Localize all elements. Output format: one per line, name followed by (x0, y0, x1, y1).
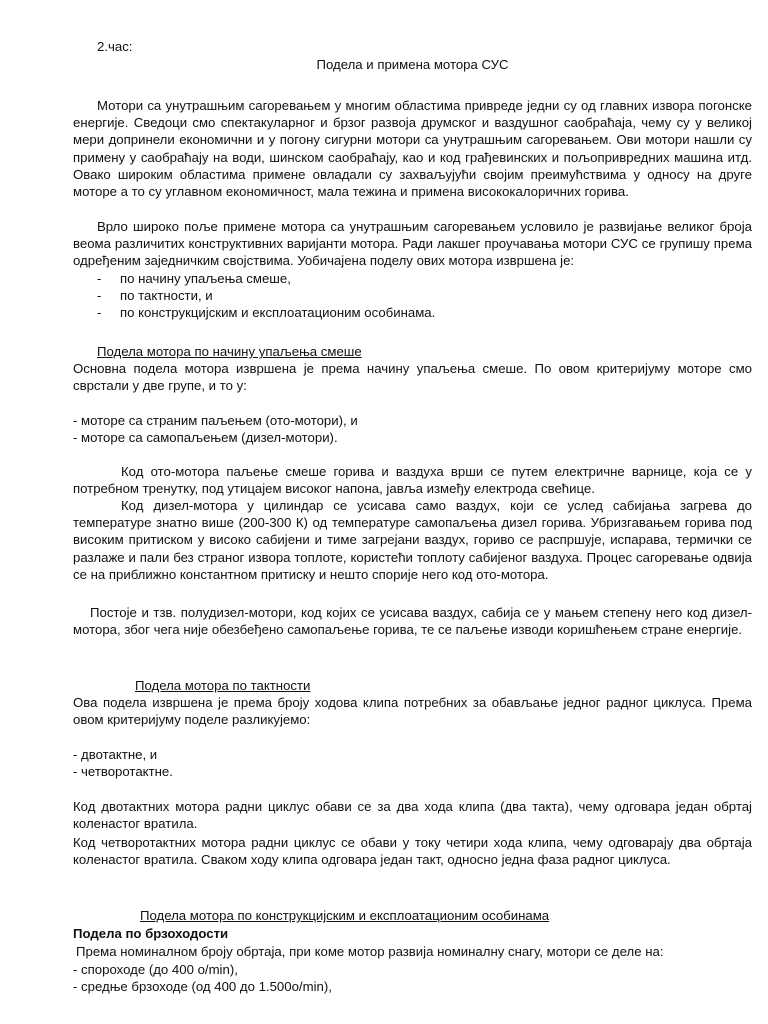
section-heading-ignition: Подела мотора по начину упаљења смеше (97, 344, 362, 359)
diesel-engine-paragraph: Код дизел-мотора у цилиндар се усисава само ваздух, који се услед сабијања загрева до температуре знатно више (200-300 К) од температуре самопаљења дизел горива. Убризгавањем горива под високим притиском у високо сабијени и тиме загрејани ваздух, гориво се распршује, испарава, термички се разлаже и пали без страног извора топлоте, користећи топлоту сабијеног ваздуха. Процес сагоревање одвија се на приближно константном притиску и нешто спорије него код ото-мотора. (73, 498, 752, 582)
list-item: - четворотактне. (73, 764, 173, 779)
intro-paragraph-1: Мотори са унутрашњим сагоревањем у многим областима привреде једни су од главних извора погонске енергије. Сведоци смо спектакуларног и брзог развоја друмског и ваздушног саобраћаја, чему су у великој мери допринели економични и у погону сигурни мотори са унутрашњим сагоревањем. Ови мотори нашли су примену у саобраћају на води, шинском саобраћају, као и код грађевинских и пољопривредних машина итд. Овако широким областима примене овладали су захваљујући својим преимућствима у односу на друге моторе а то су углавном економичност, мала тежина и примена висококалоричних горива. (73, 98, 752, 200)
section-heading-construction: Подела мотора по конструкцијским и експлоатационим особинама (140, 908, 550, 923)
list-item: - моторе са страним паљењем (ото-мотори), и (73, 413, 358, 428)
list-item: - двотактне, и (73, 747, 158, 762)
semi-diesel-paragraph: Постоје и тзв. полудизел-мотори, код којих се усисава ваздух, сабија се у мањем степену него код дизел-мотора, због чега није обезбеђено самопаљење горива, те се паљење изводи коришћењем стране енергије. (73, 605, 752, 638)
list-item: - по начину упаљења смеше, (97, 271, 291, 286)
intro-paragraph-2: Врло широко поље примене мотора са унутрашњим сагоревањем условило је развијање великог броја веома различитих конструктивних варијанти мотора. Ради лакшег проучавања мотори СУС се групишу према одређеним заједничким својствима. Уобичајена поделу ових мотора извршена је: (73, 219, 752, 269)
oto-engine-paragraph: Код ото-мотора паљење смеше горива и ваздуха врши се путем електричне варнице, која се у потребном тренутку, под утицајем високог напона, јавља између електрода свећице. (73, 464, 752, 497)
list-item: - по конструкцијским и експлоатационим особинама. (97, 305, 436, 321)
page-title: Подела и примена мотора СУС (316, 57, 509, 72)
two-stroke-paragraph: Код двотактних мотора радни циклус обави се за два хода клипа (два такта), чему одговара један обртај коленастог вратила. (73, 799, 752, 832)
list-item: - по тактности, и (97, 288, 213, 304)
strokes-intro: Ова подела извршена је према броју ходова клипа потребних за обављање једног радног циклуса. Према овом критеријуму поделе разликујемо: (73, 695, 752, 728)
ignition-intro: Основна подела мотора извршена је према начину упаљења смеше. По овом критеријуму моторе смо сврстали у две групе, и то у: (73, 361, 752, 394)
speed-intro: Према номиналном броју обртаја, при коме мотор развија номиналну снагу, мотори се деле на: (76, 944, 664, 959)
lesson-label: 2.час: (97, 39, 133, 54)
subheading-speed: Подела по брзоходости (73, 926, 229, 941)
classification-list (97, 270, 737, 322)
list-item: - спороходе (до 400 о/min), (73, 962, 238, 977)
four-stroke-paragraph: Код четворотактних мотора радни циклус се обави у току четири хода клипа, чему одговарају два обртаја коленастог вратила. Сваком ходу клипа одговара један такт, односно једна фаза радног циклуса. (73, 835, 752, 868)
list-item: - средње брзоходе (од 400 до 1.500о/min), (73, 979, 332, 994)
section-heading-strokes: Подела мотора по тактности (135, 678, 311, 693)
list-item: - моторе са самопаљењем (дизел-мотори). (73, 430, 338, 445)
